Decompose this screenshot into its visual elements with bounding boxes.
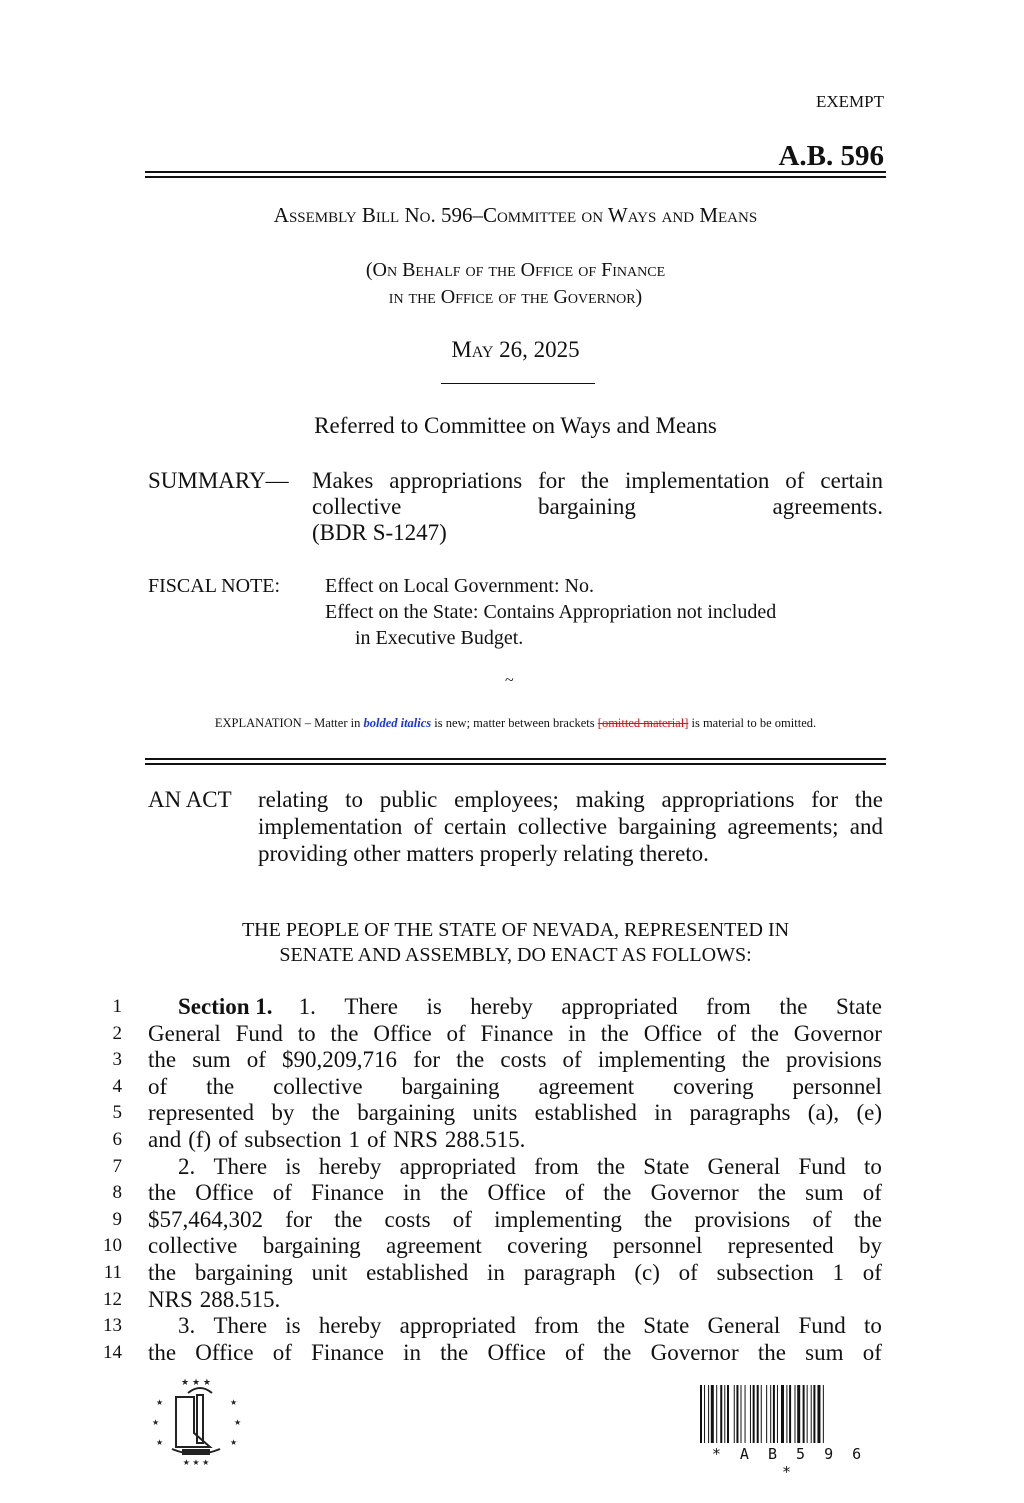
svg-text:★: ★ xyxy=(230,1438,238,1447)
act-title xyxy=(148,786,883,867)
line-number: 9 xyxy=(112,1208,122,1230)
line-text xyxy=(148,1100,882,1127)
line-text xyxy=(178,1154,882,1181)
line-text xyxy=(148,1021,882,1048)
bill-number: A.B. 596 xyxy=(778,140,884,172)
bill-line xyxy=(96,1340,886,1367)
bill-line xyxy=(96,1047,886,1074)
line-content: $57,464,302 for the costs of implementing the provisions of the xyxy=(148,1206,882,1232)
line-content: the bargaining unit established in paragraph (c) of subsection 1 of xyxy=(148,1259,882,1285)
barcode-bar xyxy=(757,1385,759,1443)
line-number: 7 xyxy=(112,1155,122,1177)
barcode-bar xyxy=(786,1385,787,1443)
barcode-bar xyxy=(817,1385,820,1443)
line-text xyxy=(148,1074,882,1101)
svg-text:★: ★ xyxy=(156,1438,164,1447)
bill-line xyxy=(96,994,886,1021)
barcode-bar xyxy=(745,1385,746,1443)
barcode-bar xyxy=(797,1385,800,1443)
bill-line xyxy=(96,1154,886,1181)
barcode-bar xyxy=(811,1385,812,1443)
line-number: 5 xyxy=(112,1102,122,1124)
line-content: 2. There is hereby appropriated from the State General Fund to xyxy=(178,1153,882,1179)
line-number: 1 xyxy=(112,996,122,1017)
line-number: 6 xyxy=(112,1128,122,1150)
svg-text:★ ★ ★: ★ ★ ★ xyxy=(182,1458,210,1467)
bill-line xyxy=(96,1233,886,1260)
bill-line xyxy=(96,1021,886,1048)
line-number: 14 xyxy=(103,1341,122,1363)
barcode-bar xyxy=(766,1385,767,1443)
svg-text:★: ★ xyxy=(156,1398,164,1407)
line-text xyxy=(178,994,882,1021)
barcode-bar xyxy=(711,1385,714,1443)
line-number: 10 xyxy=(103,1235,122,1257)
nevada-legislature-seal-icon xyxy=(150,1375,242,1467)
bill-line xyxy=(96,1180,886,1207)
bill-body xyxy=(96,994,886,1366)
summary xyxy=(148,468,883,546)
line-number: 12 xyxy=(103,1288,122,1310)
barcode-bar xyxy=(770,1385,771,1443)
barcode-bar xyxy=(823,1385,824,1443)
fiscal-note-line-1: Effect on Local Government: No. xyxy=(325,575,594,597)
svg-text:★ ★ ★: ★ ★ ★ xyxy=(181,1378,211,1388)
bill-line xyxy=(96,1260,886,1287)
barcode-bar xyxy=(704,1385,705,1443)
barcode-bar xyxy=(781,1385,784,1443)
bill-date: May 26, 2025 xyxy=(451,337,580,362)
barcode-bar xyxy=(803,1385,805,1443)
barcode-text: * A B 5 9 6 * xyxy=(711,1445,867,1481)
fiscal-note-label: FISCAL NOTE: xyxy=(148,575,281,597)
line-number: 8 xyxy=(112,1182,122,1204)
barcode-bar xyxy=(761,1385,762,1443)
bill-line xyxy=(96,1287,886,1314)
line-content: represented by the bargaining units established in paragraphs (a), (e) xyxy=(148,1100,882,1126)
barcode-bar xyxy=(777,1385,778,1443)
line-text xyxy=(148,1127,882,1154)
line-number: 3 xyxy=(112,1049,122,1071)
barcode-bar xyxy=(741,1385,742,1443)
exempt-label: EXEMPT xyxy=(816,92,884,111)
act-label: AN ACT xyxy=(148,787,232,812)
svg-text:★: ★ xyxy=(234,1418,242,1427)
line-number: 4 xyxy=(112,1075,122,1097)
barcode-bar xyxy=(789,1385,791,1443)
line-text xyxy=(148,1047,882,1074)
line-content: of the collective bargaining agreement covering personnel xyxy=(148,1073,882,1099)
svg-text:★: ★ xyxy=(152,1418,160,1427)
line-content: 3. There is hereby appropriated from the State General Fund to xyxy=(178,1313,882,1339)
summary-label: SUMMARY— xyxy=(148,468,289,493)
barcode-bar xyxy=(736,1385,738,1443)
barcode-bar xyxy=(708,1385,709,1443)
line-number: 2 xyxy=(112,1022,122,1044)
line-text xyxy=(148,1207,882,1234)
header-divider xyxy=(145,171,886,178)
line-text xyxy=(178,1313,882,1340)
fiscal-note-line-3: in Executive Budget. xyxy=(355,627,524,649)
line-text xyxy=(148,1260,882,1287)
summary-text: Makes appropriations for the implementation of certain collective bargaining agreements. (BDR S-1247) xyxy=(312,468,883,545)
tilde-separator: ~ xyxy=(505,672,514,689)
fiscal-note-line-2: Effect on the State: Contains Appropriation not included xyxy=(325,601,777,623)
line-number: 13 xyxy=(103,1315,122,1337)
line-content: the sum of $90,209,716 for the costs of implementing the provisions xyxy=(148,1047,882,1073)
bill-line xyxy=(96,1207,886,1234)
line-number: 11 xyxy=(103,1261,122,1283)
date-rule xyxy=(441,383,595,384)
line-text xyxy=(148,1180,882,1207)
barcode-icon xyxy=(700,1385,878,1443)
line-content: the Office of Finance in the Office of the Governor the sum of xyxy=(148,1339,882,1365)
barcode-bar xyxy=(724,1385,725,1443)
explanation: EXPLANATION – Matter in bolded italics is new; matter between brackets [omitted material] is material to be omitted. xyxy=(214,716,817,730)
barcode-bar xyxy=(700,1385,702,1443)
line-text xyxy=(148,1233,882,1260)
barcode-bar xyxy=(753,1385,755,1443)
bill-heading: Assembly Bill No. 596–Committee on Ways and Means xyxy=(273,203,758,227)
line-content: General Fund to the Office of Finance in the Office of the Governor xyxy=(148,1020,882,1046)
line-text xyxy=(148,1287,882,1314)
explanation-divider xyxy=(145,758,886,765)
barcode-bar xyxy=(813,1385,815,1443)
bill-line xyxy=(96,1074,886,1101)
line-content: the Office of Finance in the Office of the Governor the sum of xyxy=(148,1180,882,1206)
line-text xyxy=(148,1340,882,1367)
barcode-bar xyxy=(773,1385,775,1443)
on-behalf-of xyxy=(145,257,886,311)
bill-line xyxy=(96,1100,886,1127)
section-label: Section 1. xyxy=(178,994,273,1019)
barcode-bar xyxy=(716,1385,717,1443)
behalf-line-1: (On Behalf of the Office of Finance xyxy=(365,259,666,281)
line-content: 1. There is hereby appropriated from the State xyxy=(298,994,882,1019)
barcode-bar xyxy=(734,1385,735,1443)
barcode-bar xyxy=(727,1385,729,1443)
svg-text:★: ★ xyxy=(230,1398,238,1407)
barcode-bar xyxy=(807,1385,808,1443)
line-content: collective bargaining agreement covering personnel represented by xyxy=(148,1233,882,1259)
enacting-clause: THE PEOPLE OF THE STATE OF NEVADA, REPRESENTED IN SENATE AND ASSEMBLY, DO ENACT AS FOLLOWS: xyxy=(241,919,790,966)
barcode-bar xyxy=(795,1385,796,1443)
bill-line xyxy=(96,1313,886,1340)
referred-to: Referred to Committee on Ways and Means xyxy=(314,413,717,438)
fiscal-note xyxy=(148,573,883,651)
behalf-line-2: in the Office of the Governor) xyxy=(388,286,643,308)
bill-line xyxy=(96,1127,886,1154)
act-text: relating to public employees; making appropriations for the implementation of certain collective bargaining agreements; and providing other matters properly relating thereto. xyxy=(258,787,883,866)
line-content: NRS 288.515. xyxy=(148,1286,281,1312)
line-content: and (f) of subsection 1 of NRS 288.515. xyxy=(148,1126,526,1152)
barcode-bar xyxy=(750,1385,751,1443)
barcode-bar xyxy=(720,1385,722,1443)
